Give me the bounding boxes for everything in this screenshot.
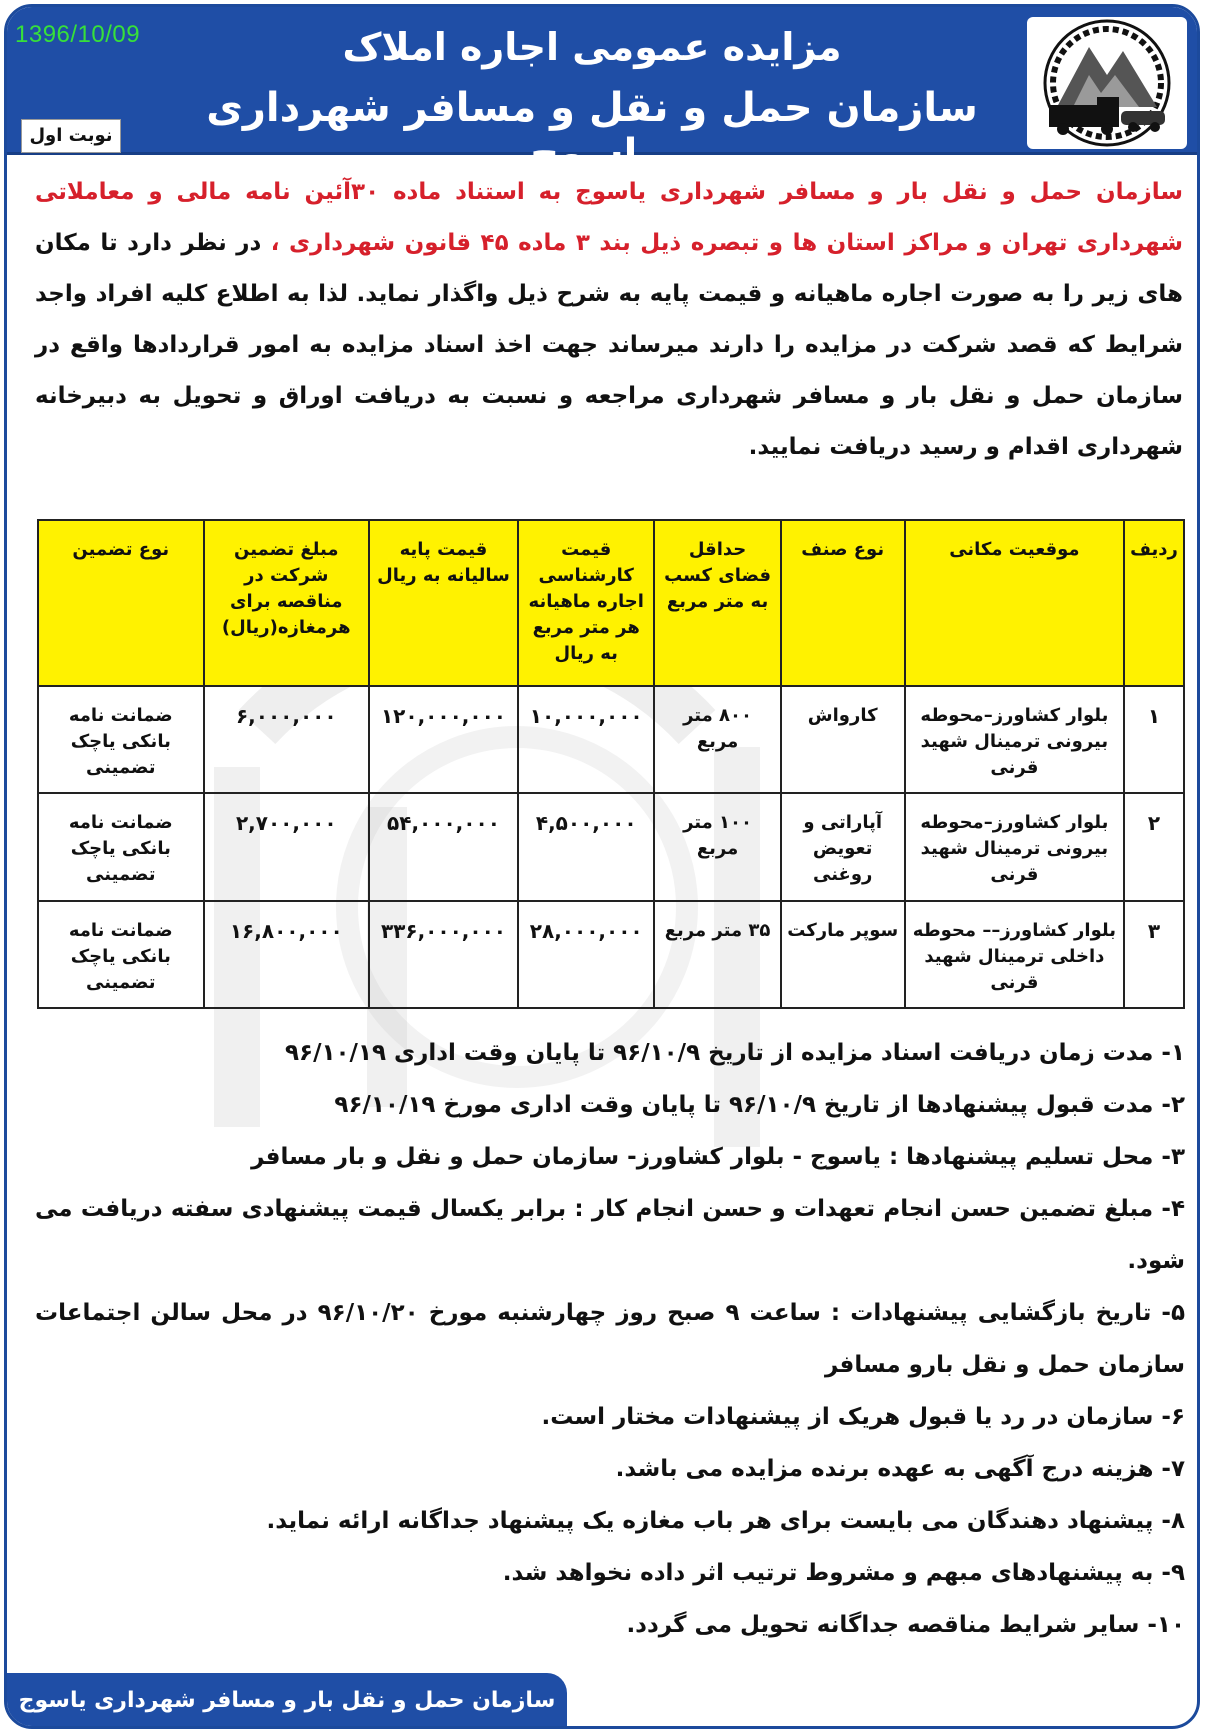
header-cell-location: موقعیت مکانی [905,520,1124,686]
condition-item: ۷- هزینه درج آگهی به عهده برنده مزایده می باشد. [615,1456,1185,1482]
header-cell-expert-price: قیمت کارشناسی اجاره ماهیانه هر متر مربع به ریال [518,520,655,686]
table-row [38,686,1184,793]
header-cell-annual-base-price: قیمت پایه سالیانه به ریال [369,520,518,686]
cell-business-type: کارواش [781,686,905,793]
cell-annual-base-price: ۳۳۶,۰۰۰,۰۰۰ [369,901,518,1008]
advertisement-frame [4,4,1200,1729]
cell-row-number: ۱ [1124,686,1184,793]
condition-item: ۲- مدت قبول پیشنهادها از تاریخ ۹۶/۱۰/۹ تا پایان وقت اداری مورخ ۹۶/۱۰/۱۹ [334,1092,1185,1118]
footer-organization-name: سازمان حمل و نقل بار و مسافر شهرداری یاسوج [7,1673,567,1729]
cell-location: بلوار کشاورز–محوطه بیرونی ترمینال شهید قرنی [905,793,1124,900]
cell-min-space: ۳۵ متر مربع [654,901,780,1008]
title-line-2: سازمان حمل و نقل و مسافر شهرداری یاسوج [206,85,978,177]
header-cell-business-type: نوع صنف [781,520,905,686]
header-cell-guarantee-amount: مبلغ تضمین شرکت در مناقصه برای هرمغازه(ریال) [204,520,369,686]
cell-business-type: سوپر مارکت [781,901,905,1008]
condition-item: ۸- پیشنهاد دهندگان می بایست برای هر باب مغازه یک پیشنهاد جداگانه ارائه نماید. [266,1508,1185,1534]
cell-annual-base-price: ۱۲۰,۰۰۰,۰۰۰ [369,686,518,793]
intro-paragraph [35,167,1183,473]
cell-guarantee-type: ضمانت نامه بانکی یاچک تضمینی [38,686,204,793]
date-stamp: 1396/10/09 [15,21,141,48]
condition-item: ۴- مبلغ تضمین حسن انجام تعهدات و حسن انجام کار : برابر یکسال قیمت پیشنهادی سفته دریافت می شود. [35,1196,1185,1274]
cell-row-number: ۳ [1124,901,1184,1008]
cell-guarantee-amount: ۱۶,۸۰۰,۰۰۰ [204,901,369,1008]
table-row [38,901,1184,1008]
header-banner [7,7,1197,177]
condition-item: ۹- به پیشنهادهای مبهم و مشروط ترتیب اثر داده نخواهد شد. [502,1560,1185,1586]
transport-organization-logo [1027,17,1187,149]
condition-item: ۱- مدت زمان دریافت اسناد مزایده از تاریخ ۹۶/۱۰/۹ تا پایان وقت اداری ۹۶/۱۰/۱۹ [285,1040,1185,1066]
condition-item: ۶- سازمان در رد یا قبول هریک از پیشنهادات مختار است. [541,1404,1185,1430]
title-line-1: مزایده عمومی اجاره املاک [342,25,842,69]
cell-row-number: ۲ [1124,793,1184,900]
round-label: نوبت اول [21,119,121,153]
conditions-list [35,1027,1185,1651]
cell-location: بلوار کشاورز–محوطه بیرونی ترمینال شهید قرنی [905,686,1124,793]
intro-legal-basis: سازمان حمل و نقل بار و مسافر شهرداری یاسوج به استناد ماده ۳۰آئین نامه مالی و معاملاتی شهرداری تهران و مراکز استان ها و تبصره ذیل بند ۳ ماده ۴۵ قانون شهرداری ، [35,179,1183,256]
condition-item: ۱۰- سایر شرایط مناقصه جداگانه تحویل می گردد. [626,1612,1185,1638]
header-cell-min-space: حداقل فضای کسب به متر مربع [654,520,780,686]
cell-guarantee-type: ضمانت نامه بانکی یاچک تضمینی [38,901,204,1008]
cell-annual-base-price: ۵۴,۰۰۰,۰۰۰ [369,793,518,900]
cell-guarantee-type: ضمانت نامه بانکی یاچک تضمینی [38,793,204,900]
cell-business-type: آپاراتی و تعویض روغنی [781,793,905,900]
cell-guarantee-amount: ۲,۷۰۰,۰۰۰ [204,793,369,900]
cell-guarantee-amount: ۶,۰۰۰,۰۰۰ [204,686,369,793]
logo-graphic [1027,17,1187,149]
cell-min-space: ۸۰۰ متر مربع [654,686,780,793]
header-cell-row-number: ردیف [1124,520,1184,686]
cell-expert-price: ۲۸,۰۰۰,۰۰۰ [518,901,655,1008]
auction-table [37,519,1185,1009]
condition-item: ۵- تاریخ بازگشایی پیشنهادات : ساعت ۹ صبح روز چهارشنبه مورخ ۹۶/۱۰/۲۰ در محل سالن اجتماعات سازمان حمل و نقل بارو مسافر [35,1300,1185,1378]
cell-location: بلوار کشاورز–– محوطه داخلی ترمینال شهید قرنی [905,901,1124,1008]
table-header-row [38,520,1184,686]
condition-item: ۳- محل تسلیم پیشنهادها : یاسوج - بلوار کشاورز- سازمان حمل و نقل و بار مسافر [251,1144,1185,1170]
intro-body: در نظر دارد تا مکان های زیر را به صورت اجاره ماهیانه و قیمت پایه به شرح ذیل واگذار نماید. لذا به اطلاع کلیه افراد واجد شرایط که قصد شرکت در مزایده را دارند میرساند جهت اخذ اسناد مزایده به امور قراردادها واقع در سازمان حمل و نقل بار و مسافر شهرداری مراجعه و نسبت به دریافت اوراق و تحویل به دبیرخانه شهرداری اقدام و رسید دریافت نمایید. [35,230,1183,460]
cell-min-space: ۱۰۰ متر مربع [654,793,780,900]
cell-expert-price: ۱۰,۰۰۰,۰۰۰ [518,686,655,793]
header-cell-guarantee-type: نوع تضمین [38,520,204,686]
table-row [38,793,1184,900]
cell-expert-price: ۴,۵۰۰,۰۰۰ [518,793,655,900]
